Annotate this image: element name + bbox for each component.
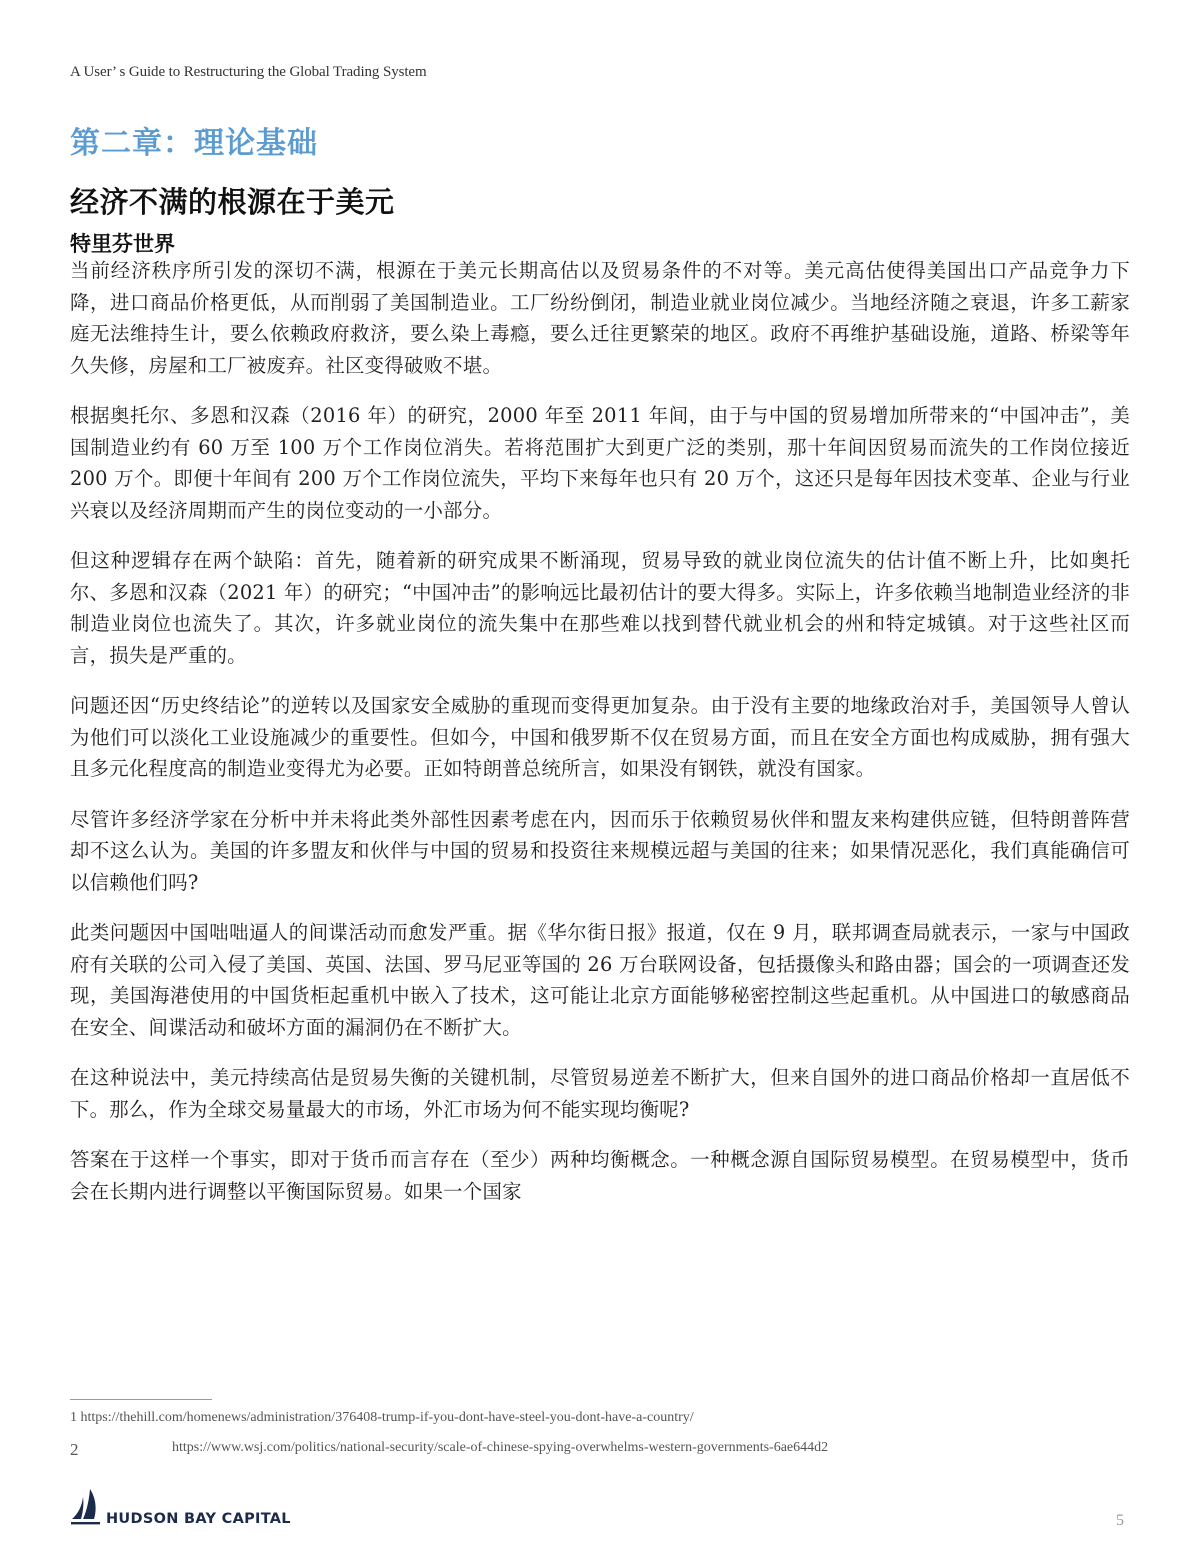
- sailboat-icon: [70, 1488, 102, 1532]
- footnote-divider: [70, 1399, 212, 1400]
- page-number: 5: [1116, 1512, 1124, 1529]
- running-header: A User’ s Guide to Restructuring the Global Trading System: [70, 64, 427, 80]
- paragraph: 答案在于这样一个事实，即对于货币而言存在（至少）两种均衡概念。一种概念源自国际贸易模型。在贸易模型中，货币会在长期内进行调整以平衡国际贸易。如果一个国家: [70, 1148, 1130, 1203]
- paragraph: 当前经济秩序所引发的深切不满，根源在于美元长期高估以及贸易条件的不对等。美元高估使得美国出口产品竞争力下降，进口商品价格更低，从而削弱了美国制造业。工厂纷纷倒闭，制造业就业岗位减少。当地经济随之衰退，许多工薪家庭无法维持生计，要么依赖政府救济，要么染上毒瘾，要么迁往更繁荣的地区。政府不再维护基础设施，道路、桥梁等年久失修，房屋和工厂被废弃。社区变得破败不堪。: [70, 259, 1130, 377]
- section-subtitle: 特里芬世界: [70, 231, 175, 256]
- company-logo: [70, 1488, 291, 1532]
- footnote-2-link[interactable]: https://www.wsj.com/politics/national-security/scale-of-chinese-spying-overwhelms-western-governments-6ae644d2: [172, 1440, 829, 1455]
- footnote-1: [70, 1410, 694, 1426]
- chapter-title: 第二章：理论基础: [70, 126, 318, 161]
- paragraph: 尽管许多经济学家在分析中并未将此类外部性因素考虑在内，因而乐于依赖贸易伙伴和盟友来构建供应链，但特朗普阵营却不这么认为。美国的许多盟友和伙伴与中国的贸易和投资往来规模远超与美国的往来；如果情况恶化，我们真能确信可以信赖他们吗?: [70, 807, 1130, 894]
- section-title: 经济不满的根源在于美元: [70, 185, 395, 219]
- body-text: [70, 255, 1130, 1226]
- logo-text: HUDSON BAY CAPITAL: [106, 1511, 291, 1527]
- paragraph: 问题还因“历史终结论”的逆转以及国家安全威胁的重现而变得更加复杂。由于没有主要的地缘政治对手，美国领导人曾认为他们可以淡化工业设施减少的重要性。但如今，中国和俄罗斯不仅在贸易方面，而且在安全方面也构成威胁，拥有强大且多元化程度高的制造业变得尤为必要。正如特朗普总统所言，如果没有钢铁，就没有国家。: [70, 694, 1130, 780]
- paragraph: 但这种逻辑存在两个缺陷：首先，随着新的研究成果不断涌现，贸易导致的就业岗位流失的估计值不断上升，比如奥托尔、多恩和汉森（2021 年）的研究；“中国冲击”的影响远比最初估计的要大得多。实际上，许多依赖当地制造业经济的非制造业岗位也流失了。其次，许多就业岗位的流失集中在那些难以找到替代就业机会的州和特定城镇。对于这些社区而言，损失是严重的。: [70, 549, 1130, 667]
- footnote-number: 1: [70, 1410, 77, 1425]
- footnote-2-number: 2: [70, 1440, 79, 1459]
- footnote-link[interactable]: https://thehill.com/homenews/administration/376408-trump-if-you-dont-have-steel-you-dont-have-a-country/: [80, 1410, 694, 1425]
- paragraph: 此类问题因中国咄咄逼人的间谍活动而愈发严重。据《华尔街日报》报道，仅在 9 月，联邦调查局就表示，一家与中国政府有关联的公司入侵了美国、英国、法国、罗马尼亚等国的 26 万台联网设备，包括摄像头和路由器；国会的一项调查还发现，美国海港使用的中国货柜起重机中嵌入了技术，这可能让北京方面能够秘密控制这些起重机。从中国进口的敏感商品在安全、间谍活动和破坏方面的漏洞仍在不断扩大。: [70, 921, 1130, 1039]
- paragraph: 在这种说法中，美元持续高估是贸易失衡的关键机制，尽管贸易逆差不断扩大，但来自国外的进口商品价格却一直居低不下。那么，作为全球交易量最大的市场，外汇市场为何不能实现均衡呢?: [70, 1066, 1130, 1121]
- paragraph: 根据奥托尔、多恩和汉森（2016 年）的研究，2000 年至 2011 年间，由于与中国的贸易增加所带来的“中国冲击”，美国制造业约有 60 万至 100 万个工作岗位消失。若将范围扩大到更广泛的类别，那十年间因贸易而流失的工作岗位接近 200 万个。即便十年间有 200 万个工作岗位流失，平均下来每年也只有 20 万个，这还只是每年因技术变革、企业与行业兴衰以及经济周期而产生的岗位变动的一小部分。: [70, 404, 1130, 522]
